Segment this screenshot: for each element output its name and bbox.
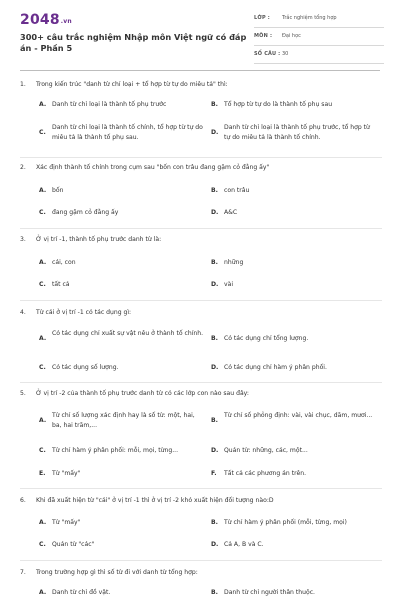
option-label: A. — [39, 187, 47, 194]
question-prompt: Khi đã xuất hiện từ "cái" ở vị trí -1 thì ở vị trí -2 khó xuất hiện đối tượng nào:D — [36, 497, 274, 504]
option-text: Tổ hợp từ tự do là thành tố phụ sau — [224, 101, 333, 108]
meta-key: LỚP : — [254, 15, 270, 21]
document-header — [0, 0, 400, 62]
option-text: Danh từ chỉ loại là thành tố chính, tổ hợp từ tự do miêu tả là thành tố phụ sau. — [52, 124, 203, 141]
option-label: B. — [211, 187, 218, 194]
question-2 — [20, 164, 385, 224]
question-text — [20, 309, 131, 316]
option-label: F. — [211, 470, 217, 477]
meta-row-class — [254, 13, 384, 28]
question-5 — [20, 390, 385, 486]
meta-row-count — [254, 49, 384, 64]
question-6 — [20, 497, 385, 555]
question-divider — [20, 382, 382, 383]
question-number: 6. — [20, 497, 26, 504]
meta-row-subject — [254, 31, 384, 46]
option-text: Quán từ: những, các, một... — [224, 447, 308, 454]
option-label: D. — [211, 129, 219, 136]
option-label: C. — [39, 364, 46, 371]
option-label: D. — [211, 281, 219, 288]
question-prompt: Ở vị trí -2 của thành tố phụ trước danh từ có các lớp con nào sau đây: — [36, 390, 249, 397]
question-text — [20, 497, 274, 504]
question-prompt: Trong trường hợp gì thì số từ đi với danh từ tổng hợp: — [36, 569, 198, 576]
question-prompt: Xác định thành tố chính trong cụm sau "bốn con trâu đang gặm cỏ đằng ấy" — [36, 164, 270, 171]
question-divider — [20, 300, 382, 301]
option-label: A. — [39, 417, 47, 424]
option-label: C. — [39, 541, 46, 548]
question-text — [20, 390, 249, 397]
option-label: D. — [211, 364, 219, 371]
question-divider — [20, 228, 382, 229]
question-number: 2. — [20, 164, 26, 171]
option-text: Danh từ chỉ loại là thành tố phụ trước, tổ hợp từ tự do miêu tả là thành tố chính. — [224, 124, 370, 141]
option-text: Từ chỉ số phỏng định: vài, vài chục, dăm, mươi... — [224, 412, 373, 419]
document-meta — [254, 13, 384, 67]
meta-key: SỐ CÂU : — [254, 51, 281, 57]
question-divider — [20, 488, 382, 489]
question-divider — [20, 157, 382, 158]
question-prompt: Ở vị trí -1, thành tố phụ trước danh từ là: — [36, 236, 162, 243]
question-7 — [20, 569, 385, 599]
question-number: 1. — [20, 81, 26, 88]
option-text: cái, con — [52, 259, 76, 266]
question-number: 5. — [20, 390, 26, 397]
option-label: B. — [211, 417, 218, 424]
option-text: Danh từ chỉ người thân thuộc. — [224, 589, 315, 596]
option-text: Từ chỉ số lượng xác định hay là số từ: một, hai, ba, hai trăm,... — [52, 412, 195, 429]
question-prompt: Từ cái ở vị trí -1 có tác dụng gì: — [36, 309, 132, 316]
question-text — [20, 569, 198, 576]
option-text: Từ chỉ hàm ý phân phối (mỗi, từng, mọi) — [224, 519, 347, 526]
option-text: tất cả — [52, 281, 70, 288]
option-text: Từ "mấy" — [52, 470, 81, 477]
option-label: B. — [211, 335, 218, 342]
option-label: A. — [39, 519, 47, 526]
meta-value: Đại học — [282, 33, 301, 39]
meta-value: Trắc nghiệm tổng hợp — [282, 15, 337, 21]
option-label: D. — [211, 209, 219, 216]
site-logo[interactable] — [20, 12, 72, 28]
option-text: vài — [224, 281, 234, 288]
option-text: Có tác dụng chỉ xuất sự vật nêu ở thành tố chính. — [52, 330, 204, 337]
option-text: Tất cả các phương án trên. — [224, 470, 307, 477]
question-1 — [20, 81, 385, 153]
option-label: E. — [39, 470, 46, 477]
option-label: C. — [39, 129, 46, 136]
option-text: Quán từ "các" — [52, 541, 95, 548]
option-label: A. — [39, 589, 47, 596]
question-text — [20, 164, 269, 171]
option-label: A. — [39, 259, 47, 266]
option-label: D. — [211, 541, 219, 548]
option-label: A. — [39, 335, 47, 342]
option-label: A. — [39, 101, 47, 108]
question-number: 4. — [20, 309, 26, 316]
option-text: Từ chỉ hàm ý phân phối: mỗi, mọi, từng... — [52, 447, 179, 454]
option-label: B. — [211, 519, 218, 526]
option-label: C. — [39, 281, 46, 288]
option-text: Có tác dụng số lượng. — [52, 364, 119, 371]
option-text: những — [224, 259, 244, 266]
meta-value: 30 — [282, 51, 289, 57]
question-number: 3. — [20, 236, 26, 243]
option-label: B. — [211, 589, 218, 596]
question-divider — [20, 560, 382, 561]
meta-key: MÔN : — [254, 33, 273, 39]
document-title: 300+ câu trắc nghiệm Nhập môn Việt ngữ có đáp án - Phần 5 — [20, 32, 247, 53]
question-3 — [20, 236, 385, 296]
option-label: C. — [39, 209, 46, 216]
option-label: C. — [39, 447, 46, 454]
option-text: bốn — [52, 187, 64, 194]
question-prompt: Trong kiến trúc "danh từ chỉ loại + tổ hợp từ tự do miêu tả" thì: — [36, 81, 228, 88]
question-number: 7. — [20, 569, 26, 576]
question-text — [20, 236, 161, 243]
header-divider — [20, 70, 380, 71]
option-text: Danh từ chỉ đồ vật. — [52, 589, 111, 596]
option-label: B. — [211, 259, 218, 266]
option-text: con trâu — [224, 187, 250, 194]
option-label: B. — [211, 101, 218, 108]
option-text: Có tác dụng chỉ tổng lượng. — [224, 335, 309, 342]
question-4 — [20, 309, 385, 375]
option-text: đang gặm cỏ đằng ấy — [52, 209, 119, 216]
option-text: A&C — [224, 209, 238, 216]
option-text: Từ "mấy" — [52, 519, 81, 526]
logo-main-text: 2048 — [20, 12, 60, 28]
logo-suffix-text: .vn — [60, 18, 72, 25]
option-text: Có tác dụng chỉ hàm ý phân phối. — [224, 364, 327, 371]
question-text — [20, 81, 228, 88]
option-label: D. — [211, 447, 219, 454]
option-text: Cả A, B và C. — [224, 541, 264, 548]
option-text: Danh từ chỉ loại là thành tố phụ trước — [52, 101, 167, 108]
